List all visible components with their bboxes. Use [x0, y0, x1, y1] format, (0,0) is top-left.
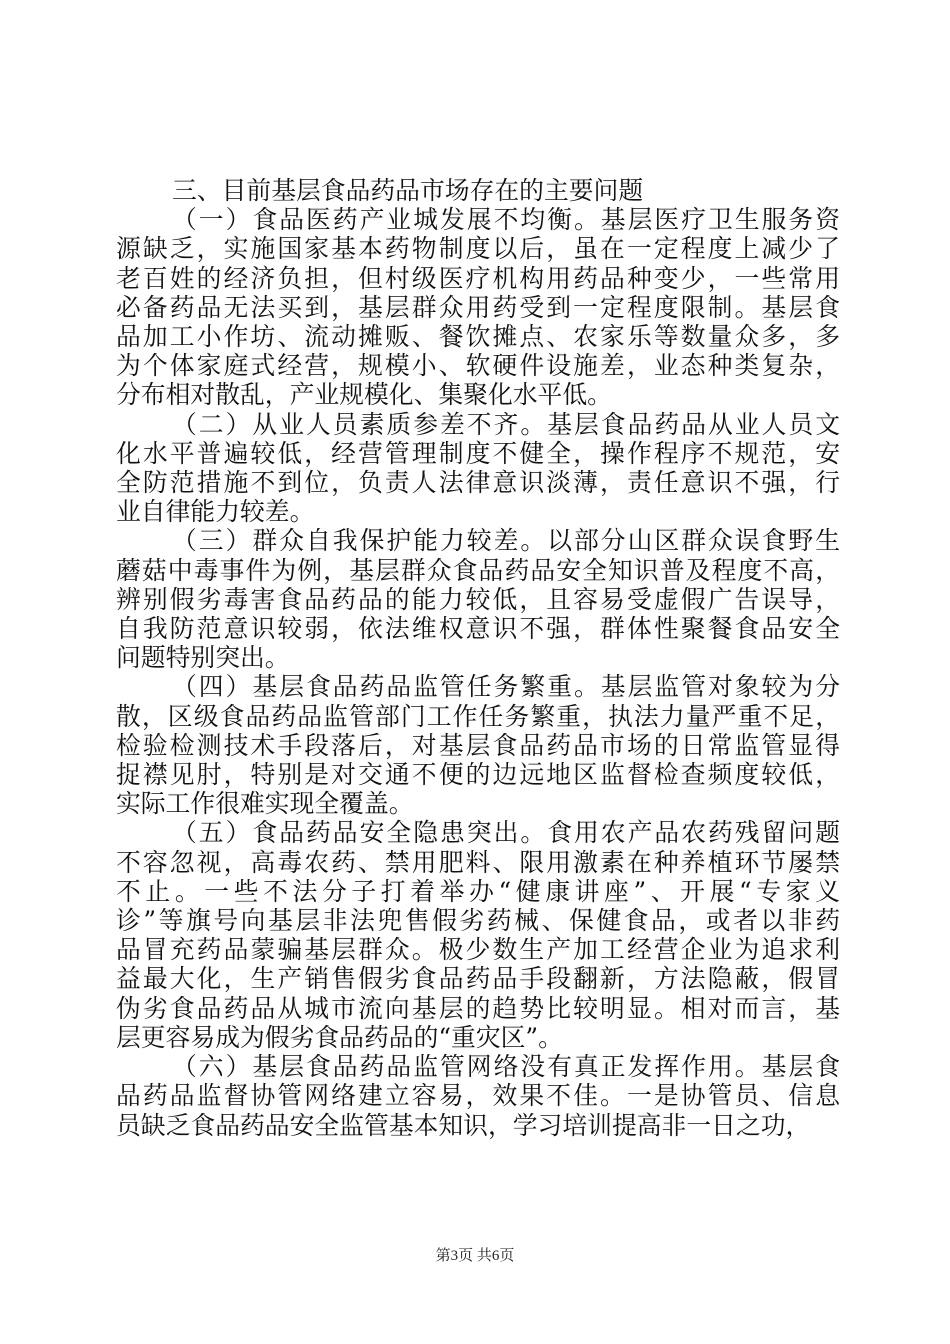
paragraph-line: （五）食品药品安全隐患突出。食用农产品农药残留问题	[172, 818, 840, 848]
paragraph-line: 不止。一些不法分子打着举办“健康讲座”、开展“专家义	[116, 876, 840, 906]
section-heading: 三、目前基层食品药品市场存在的主要问题	[172, 176, 644, 205]
paragraph-line: 必备药品无法买到，基层群众用药受到一定程度限制。基层食	[116, 292, 840, 322]
paragraph-line: 化水平普遍较低，经营管理制度不健全，操作程序不规范，安	[116, 438, 840, 468]
paragraph-line: 实际工作很难实现全覆盖。	[116, 789, 414, 819]
paragraph-line: 散，区级食品药品监管部门工作任务繁重，执法力量严重不足，	[116, 701, 840, 731]
paragraph	[116, 1052, 840, 1140]
paragraph-line: （六）基层食品药品监管网络没有真正发挥作用。基层食	[172, 1052, 840, 1082]
paragraph-line: 品药品监督协管网络建立容易，效果不佳。一是协管员、信息	[116, 1081, 840, 1111]
paragraph-line: （一）食品医药产业城发展不均衡。基层医疗卫生服务资	[172, 205, 840, 235]
paragraph-line: 品加工小作坊、流动摊贩、餐饮摊点、农家乐等数量众多，多	[116, 322, 840, 352]
paragraph-line: 员缺乏食品药品安全监管基本知识，学习培训提高非一日之功，	[116, 1110, 811, 1140]
paragraph-line: 全防范措施不到位，负责人法律意识淡薄，责任意识不强，行	[116, 468, 840, 498]
document-body	[116, 176, 840, 1140]
paragraph-line: 品冒充药品蒙骗基层群众。极少数生产加工经营企业为追求利	[116, 935, 840, 965]
paragraph-line: 问题特别突出。	[116, 643, 290, 673]
paragraph-line: （三）群众自我保护能力较差。以部分山区群众误食野生	[172, 526, 840, 556]
paragraph-line: 老百姓的经济负担，但村级医疗机构用药品种变少，一些常用	[116, 263, 840, 293]
paragraph-line: 捉襟见肘，特别是对交通不便的边远地区监督检查频度较低，	[116, 760, 840, 790]
paragraph-line: 为个体家庭式经营，规模小、软硬件设施差，业态种类复杂，	[116, 351, 840, 381]
paragraph-line: 自我防范意识较弱，依法维权意识不强，群体性聚餐食品安全	[116, 614, 840, 644]
paragraph-line: 层更容易成为假劣食品药品的“重灾区”。	[116, 1022, 563, 1052]
paragraph-line: 诊”等旗号向基层非法兜售假劣药械、保健食品，或者以非药	[116, 906, 840, 936]
paragraph	[116, 672, 840, 818]
paragraph-line: 不容忽视，高毒农药、禁用肥料、限用激素在种养植环节屡禁	[116, 847, 840, 877]
paragraph-line: 伪劣食品药品从城市流向基层的趋势比较明显。相对而言，基	[116, 993, 840, 1023]
paragraph-list	[116, 205, 840, 1140]
paragraph-line: 分布相对散乱，产业规模化、集聚化水平低。	[116, 380, 612, 410]
paragraph-line: 辨别假劣毒害食品药品的能力较低，且容易受虚假广告误导，	[116, 584, 840, 614]
paragraph-line: 业自律能力较差。	[116, 497, 315, 527]
paragraph	[116, 818, 840, 1052]
paragraph-line: 蘑菇中毒事件为例，基层群众食品药品安全知识普及程度不高，	[116, 555, 840, 585]
paragraph-line: （四）基层食品药品监管任务繁重。基层监管对象较为分	[172, 672, 840, 702]
paragraph-line: 检验检测技术手段落后，对基层食品药品市场的日常监管显得	[116, 730, 840, 760]
paragraph	[116, 410, 840, 527]
paragraph-line: 益最大化，生产销售假劣食品药品手段翻新，方法隐蔽，假冒	[116, 964, 840, 994]
paragraph-line: 源缺乏，实施国家基本药物制度以后，虽在一定程度上减少了	[116, 234, 840, 264]
paragraph	[116, 205, 840, 409]
paragraph	[116, 526, 840, 672]
page-footer: 第3页 共6页	[435, 1248, 515, 1264]
paragraph-line: （二）从业人员素质参差不齐。基层食品药品从业人员文	[172, 409, 840, 439]
